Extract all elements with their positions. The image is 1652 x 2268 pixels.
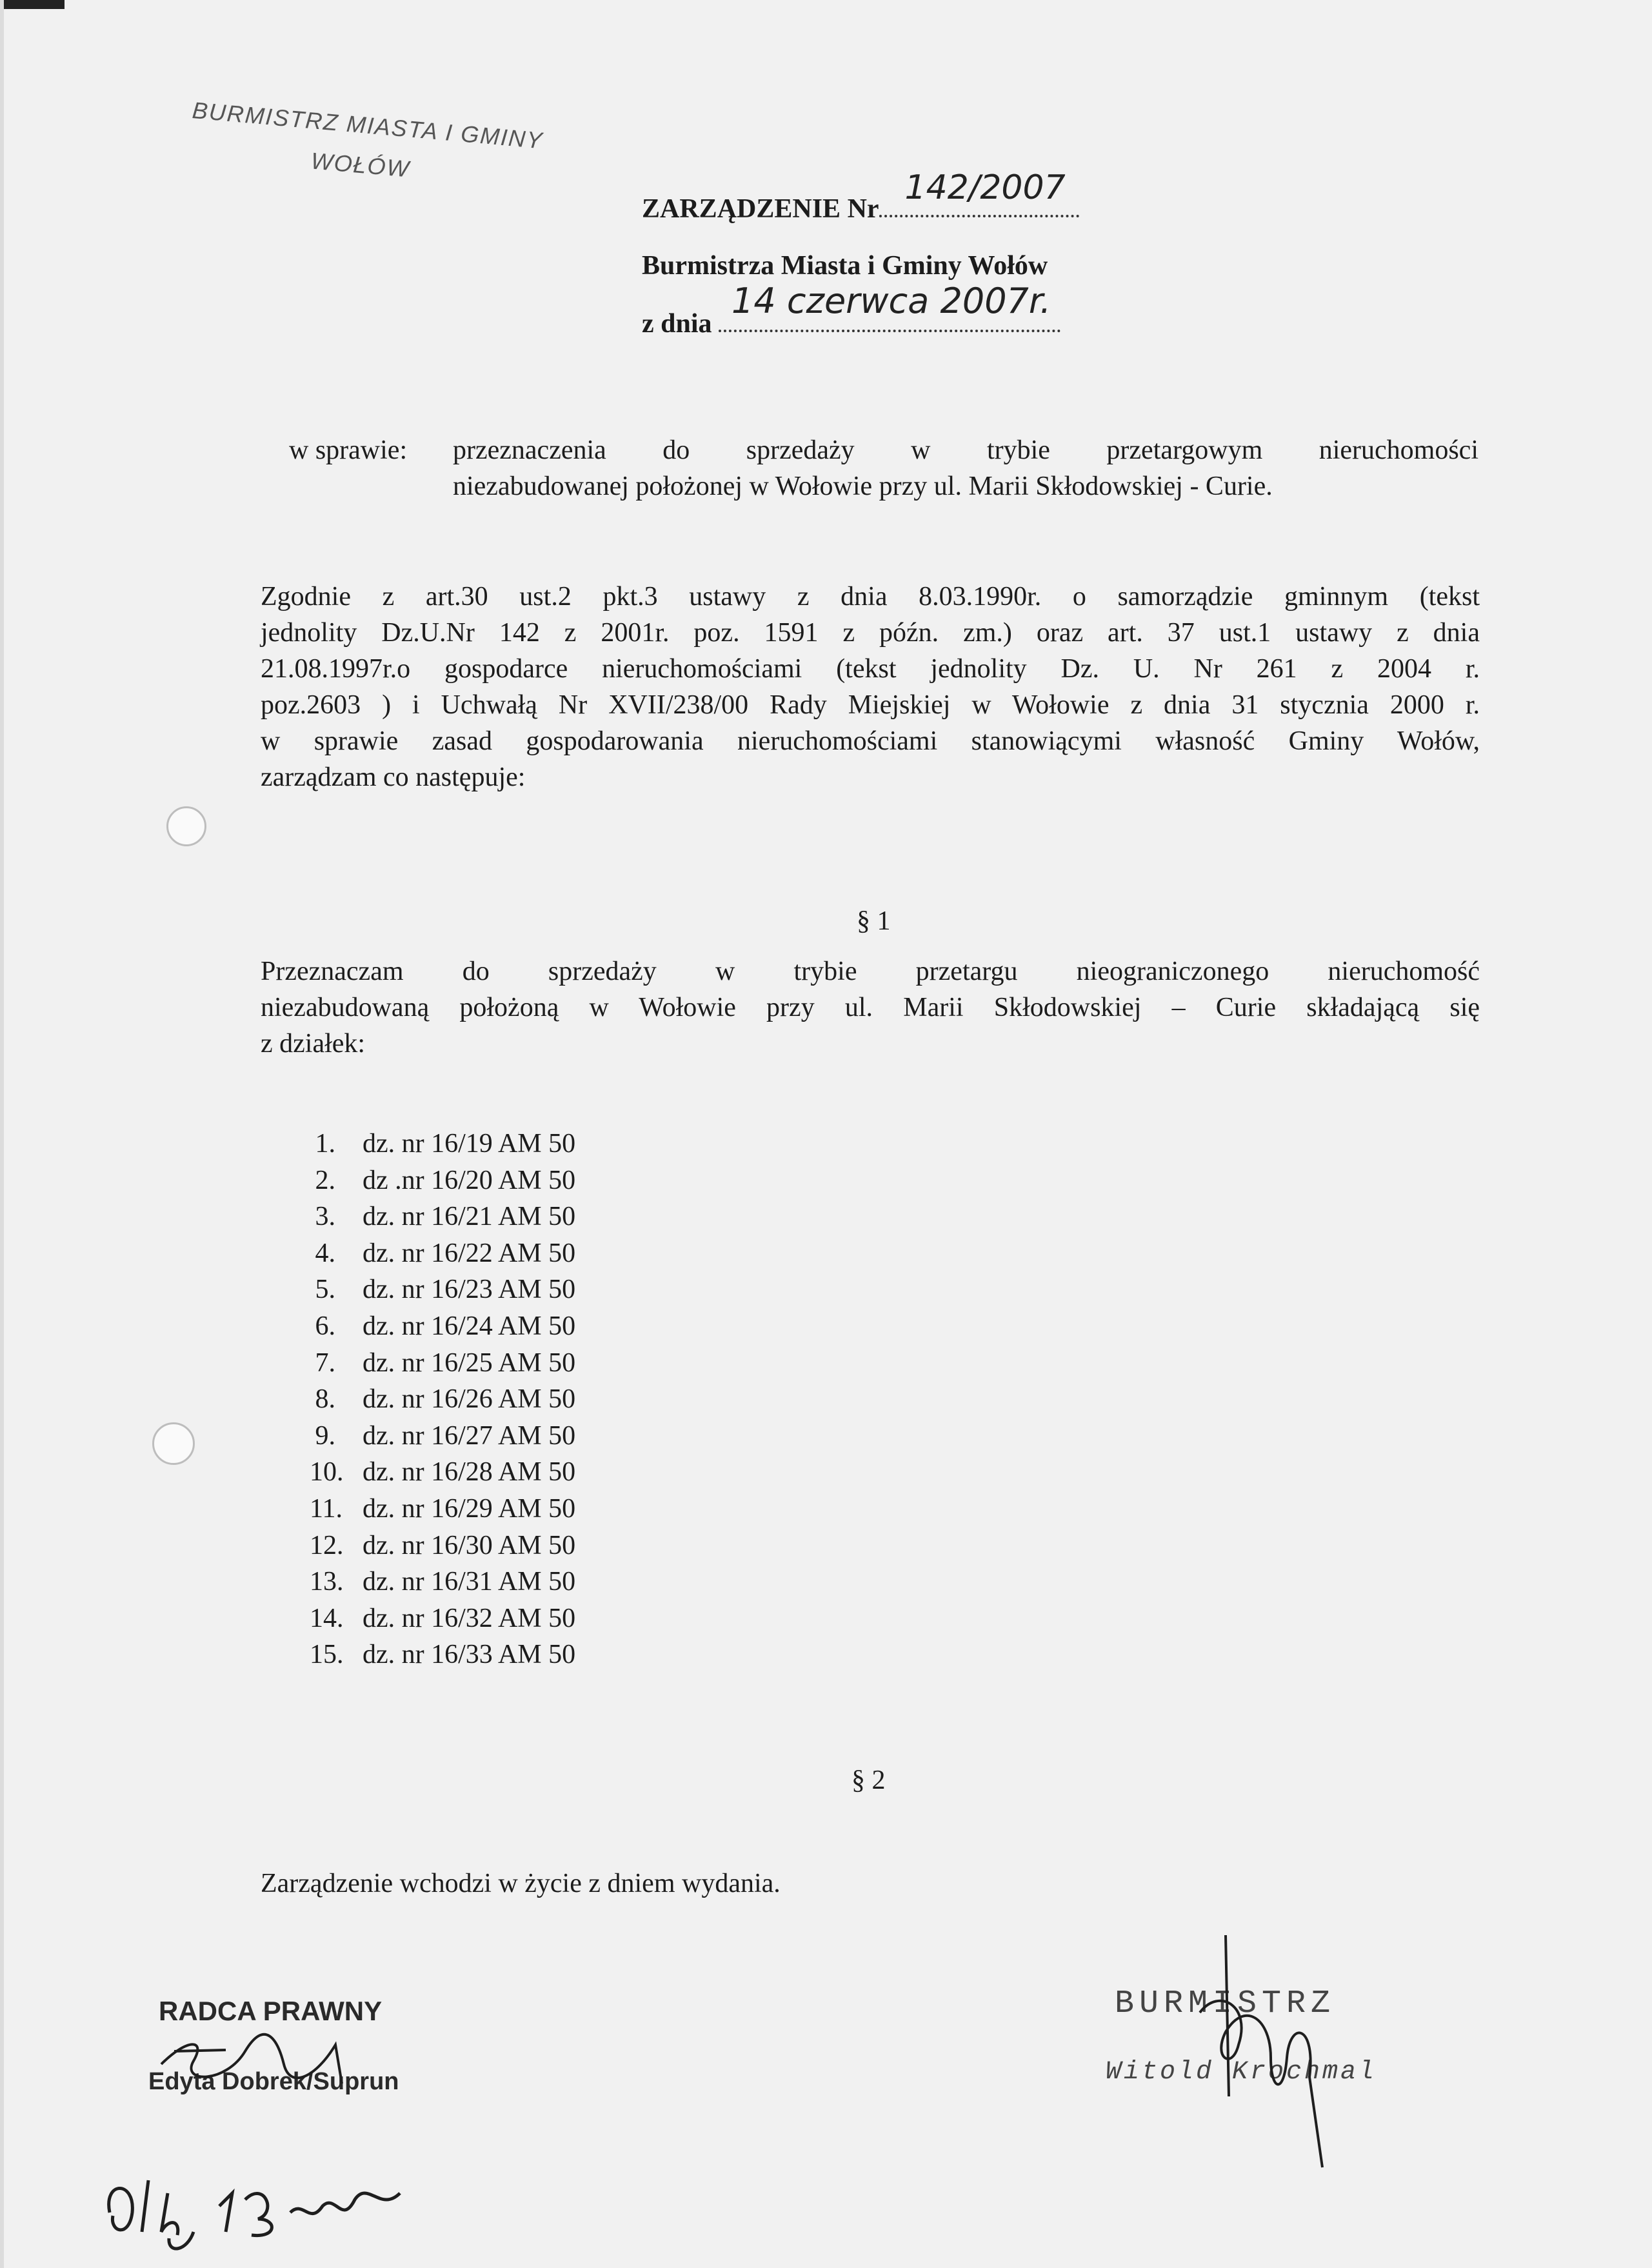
list-item-number: 2. [315,1165,335,1195]
legal-basis-line4: poz.2603 ) i Uchwałą Nr XVII/238/00 Rady Miejskiej w Wołowie z dnia 31 stycznia 2000 r. [261,690,1480,720]
legal-basis [261,579,1480,795]
legal-counsel-title: RADCA PRAWNY [159,1996,383,2026]
punch-hole-bottom [152,1422,195,1465]
list-item [310,1527,576,1564]
section1-text [261,953,1480,1062]
list-item-number: 12. [310,1530,344,1560]
date-prefix: z dnia [642,309,712,339]
section2-text: Zarządzenie wchodzi w życie z dniem wydania. [261,1869,781,1898]
scan-edge-left [0,0,4,2268]
subject-line1: przeznaczenia do sprzedaży w trybie przetargowym nieruchomości [453,435,1478,465]
list-item [310,1600,576,1637]
list-item-number: 11. [310,1493,343,1524]
list-item-number: 3. [315,1202,335,1232]
list-item-text: dz. nr 16/33 AM 50 [363,1640,576,1670]
legal-counsel-name: Edyta Dobrek/Suprun [148,2068,399,2095]
list-item-text: dz. nr 16/28 AM 50 [363,1457,576,1487]
list-item-number: 7. [315,1348,335,1378]
mayor-title: BURMISTRZ [1115,1985,1336,2022]
list-item-text: dz. nr 16/31 AM 50 [363,1567,576,1597]
list-item [310,1345,576,1382]
legal-basis-line2: jednolity Dz.U.Nr 142 z 2001r. poz. 1591 z późn. zm.) oraz art. 37 ust.1 ustawy z dnia [261,618,1480,648]
list-item-text: dz. nr 16/30 AM 50 [363,1530,576,1560]
list-item-number: 9. [315,1420,335,1451]
list-item-number: 14. [310,1603,344,1633]
date-dots [719,281,1060,332]
legal-basis-line6: zarządzam co następuje: [261,762,526,792]
section1-line1: Przeznaczam do sprzedaży w trybie przetargu nieograniczonego nieruchomość [261,957,1480,986]
legal-basis-line5: w sprawie zasad gospodarowania nieruchomościami stanowiącymi własność Gminy Wołów, [261,726,1480,756]
list-item-text: dz. nr 16/22 AM 50 [363,1238,576,1268]
list-item [310,1271,576,1308]
list-item-number: 8. [315,1384,335,1415]
list-item [310,1308,576,1345]
list-item-text: dz. nr 16/19 AM 50 [363,1129,576,1159]
list-item-text: dz. nr 16/29 AM 50 [363,1493,576,1524]
section1-line3: z działek: [261,1029,366,1059]
list-item-text: dz. nr 16/23 AM 50 [363,1275,576,1305]
mayor-signature [1174,1929,1368,2174]
date-line [642,281,1060,339]
title-prefix: ZARZĄDZENIE Nr [642,194,879,224]
list-item-number: 13. [310,1567,344,1597]
section2-heading: § 2 [851,1766,886,1795]
legal-basis-line3: 21.08.1997r.o gospodarce nieruchomościami (tekst jednolity Dz. U. Nr 261 z 2004 r. [261,654,1480,684]
list-item [310,1126,576,1162]
list-item-text: dz .nr 16/20 AM 50 [363,1165,576,1195]
scan-edge [0,0,65,9]
subject-line2: niezabudowanej położonej w Wołowie przy ul. Marii Skłodowskiej - Curie. [453,472,1273,501]
office-stamp-line2: WOŁÓW [310,147,412,183]
list-item-text: dz. nr 16/21 AM 50 [363,1202,576,1232]
list-item [310,1235,576,1272]
list-item-number: 5. [315,1275,335,1305]
subject-label: w sprawie: [289,435,408,465]
legal-counsel-signature [148,2025,419,2096]
mayor-name: Witold Krochmal [1106,2058,1377,2087]
list-item [310,1162,576,1199]
parcel-list [310,1126,576,1673]
punch-hole-top [166,806,206,846]
handwritten-number: 142/2007 [904,168,1066,207]
list-item-text: dz. nr 16/24 AM 50 [363,1311,576,1341]
list-item-text: dz. nr 16/26 AM 50 [363,1384,576,1415]
list-item-text: dz. nr 16/32 AM 50 [363,1603,576,1633]
section1-heading: § 1 [857,906,891,936]
list-item [310,1454,576,1491]
list-item [310,1418,576,1455]
approval-signature [97,2154,432,2258]
list-item [310,1491,576,1527]
office-stamp-line1: BURMISTRZ MIASTA I GMINY [191,97,544,154]
list-item [310,1564,576,1600]
list-item-number: 1. [315,1129,335,1159]
list-item-number: 10. [310,1457,344,1487]
list-item [310,1199,576,1235]
list-item-number: 6. [315,1311,335,1341]
list-item [310,1636,576,1673]
list-item-text: dz. nr 16/27 AM 50 [363,1420,576,1451]
handwritten-date: 14 czerwca 2007r. [731,281,1051,321]
legal-basis-line1: Zgodnie z art.30 ust.2 pkt.3 ustawy z dnia 8.03.1990r. o samorządzie gminnym (tekst [261,582,1480,612]
list-item [310,1381,576,1418]
number-dots [879,168,1079,217]
office-stamp [186,97,605,223]
list-item-number: 4. [315,1238,335,1268]
document-title [642,168,1079,224]
list-item-text: dz. nr 16/25 AM 50 [363,1348,576,1378]
list-item-number: 15. [310,1640,344,1670]
section1-line2: niezabudowaną położoną w Wołowie przy ul. Marii Skłodowskiej – Curie składającą się [261,993,1480,1022]
issuer: Burmistrza Miasta i Gminy Wołów [642,251,1048,281]
